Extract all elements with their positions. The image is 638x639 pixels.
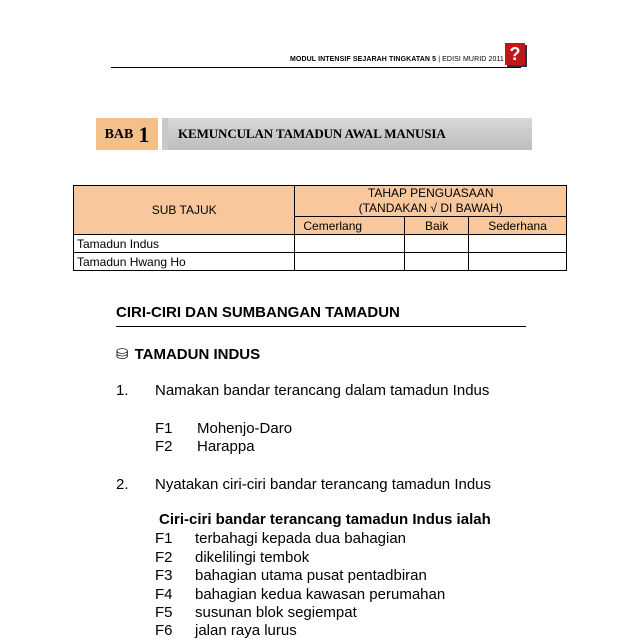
subtopic-header: SUB TAJUK — [74, 186, 295, 235]
question-number: 2. — [116, 476, 129, 493]
answer-text: bahagian utama pusat pentadbiran — [195, 567, 427, 584]
level-sederhana: Sederhana — [469, 217, 567, 235]
check-cell[interactable] — [405, 235, 469, 253]
answer-label: F1 — [155, 420, 173, 437]
chapter-number: 1 — [138, 122, 150, 147]
answer-label: F5 — [155, 604, 173, 621]
table-row — [74, 235, 567, 253]
check-cell[interactable] — [469, 235, 567, 253]
module-title: MODUL INTENSIF SEJARAH TINGKATAN 5 — [290, 56, 437, 63]
question-number: 1. — [116, 382, 129, 399]
answer-label: F2 — [155, 549, 173, 566]
answer-label: F2 — [155, 438, 173, 455]
answer-text: dikelilingi tembok — [195, 549, 310, 566]
table-header-row — [74, 186, 567, 217]
answer-label: F1 — [155, 530, 173, 547]
edition-label: EDISI MURID 2011 — [442, 56, 504, 63]
question-text: Nyatakan ciri-ciri bandar terancang tamadun Indus — [155, 476, 492, 493]
book-icon: ⛁ — [116, 346, 129, 363]
header-rule — [111, 67, 521, 68]
answer-text: bahagian kedua kawasan perumahan — [195, 586, 446, 603]
answer-label: F4 — [155, 586, 173, 603]
answer-text: susunan blok segiempat — [195, 604, 357, 621]
answer-label: F3 — [155, 567, 173, 584]
check-cell[interactable] — [295, 253, 405, 271]
level-cemerlang: Cemerlang — [295, 217, 405, 235]
answer-text: Mohenjo-Daro — [197, 420, 293, 437]
mastery-table — [73, 185, 567, 271]
answer-heading: Ciri-ciri bandar terancang tamadun Indus ialah — [159, 511, 491, 528]
table-row — [74, 253, 567, 271]
running-header — [290, 56, 504, 63]
section-rule — [116, 326, 526, 327]
level-header-line2: (TANDAKAN √ DI BAWAH) — [358, 201, 503, 215]
header-separator: | — [438, 56, 441, 63]
check-cell[interactable] — [295, 235, 405, 253]
subsection-label: TAMADUN INDUS — [134, 345, 261, 363]
bab-label: BAB — [104, 127, 134, 142]
answer-text: terbahagi kepada dua bahagian — [195, 530, 407, 547]
answer-text: jalan raya lurus — [195, 622, 297, 639]
check-cell[interactable] — [469, 253, 567, 271]
level-baik: Baik — [405, 217, 469, 235]
chapter-banner — [96, 118, 532, 150]
row-subtopic: Tamadun Indus — [74, 235, 295, 253]
question-mark-icon: ? — [505, 43, 525, 65]
section-title: CIRI-CIRI DAN SUMBANGAN TAMADUN — [116, 304, 400, 321]
answer-text: Harappa — [197, 438, 255, 455]
row-subtopic: Tamadun Hwang Ho — [74, 253, 295, 271]
chapter-number-box — [96, 118, 158, 150]
question-text: Namakan bandar terancang dalam tamadun Indus — [155, 382, 490, 399]
level-header-line1: TAHAP PENGUASAAN — [367, 186, 494, 200]
check-cell[interactable] — [405, 253, 469, 271]
answer-label: F6 — [155, 622, 173, 639]
level-header — [295, 186, 567, 217]
chapter-title: KEMUNCULAN TAMADUN AWAL MANUSIA — [168, 118, 532, 150]
subsection-title — [116, 345, 260, 363]
